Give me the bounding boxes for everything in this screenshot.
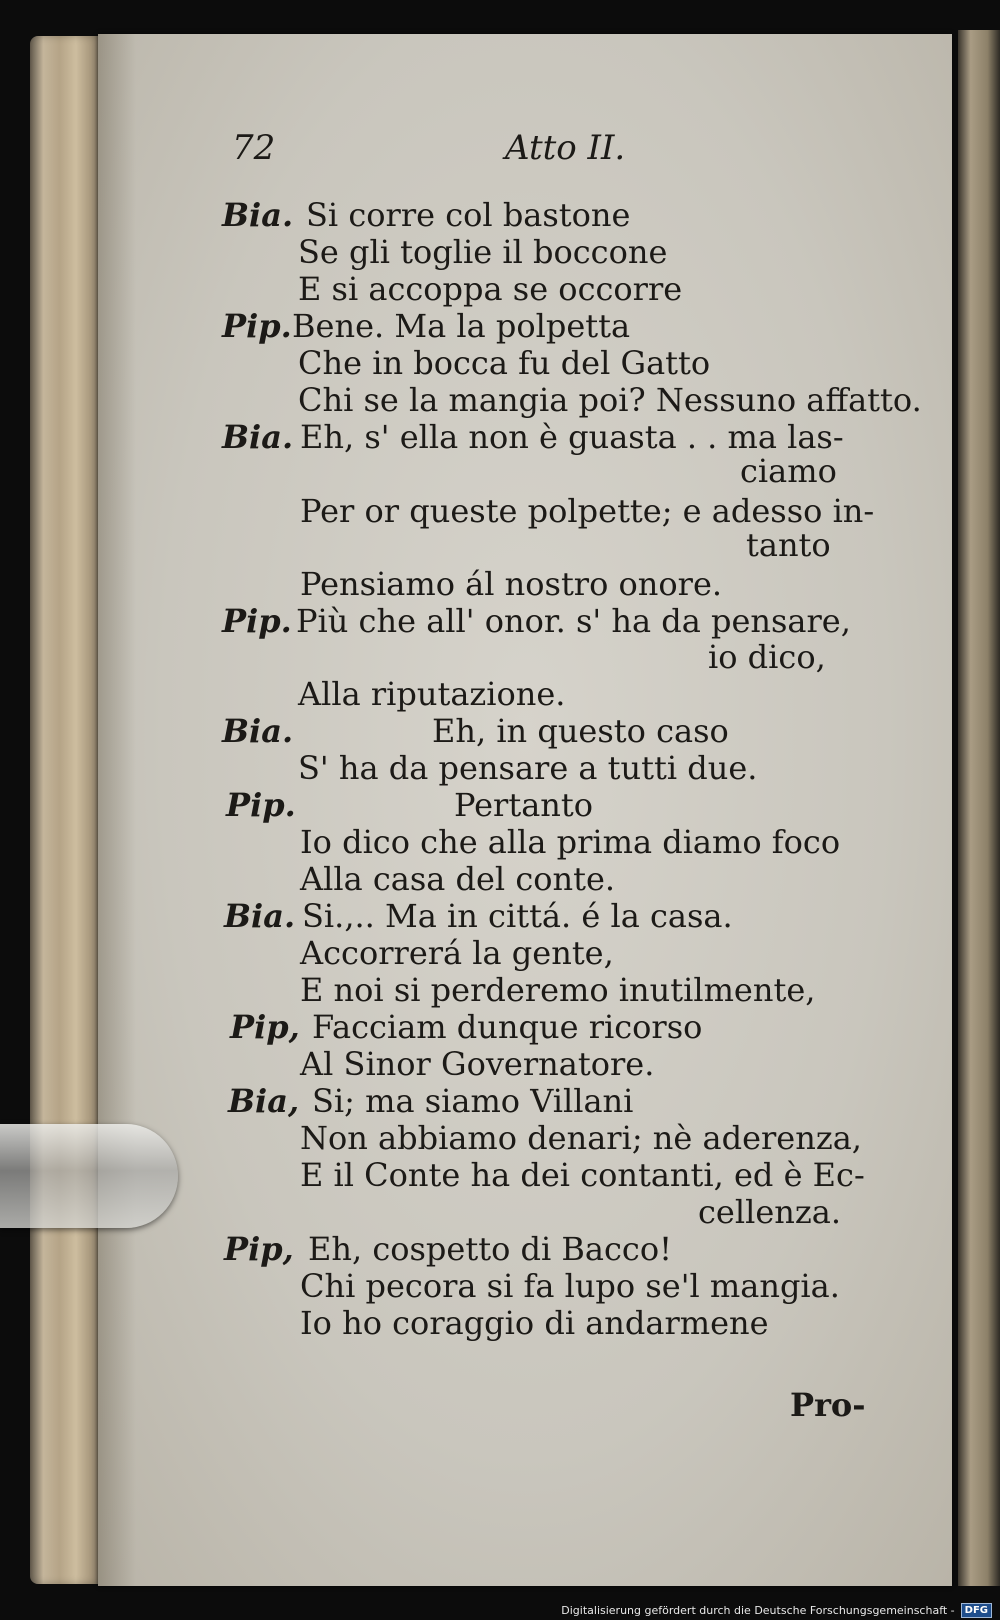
verse-line: Alla casa del conte.: [300, 860, 616, 898]
verse-line: Io dico che alla prima diamo foco: [300, 823, 841, 861]
speaker-label: Bia,: [228, 1082, 300, 1120]
speaker-label: Pip.: [222, 307, 292, 345]
verse-line: Io ho coraggio di andarmene: [300, 1304, 769, 1342]
speaker-label: Pip,: [230, 1008, 300, 1046]
page-number: 72: [232, 128, 276, 168]
verse-line: Eh, cospetto di Bacco!: [308, 1230, 672, 1268]
verse-line: Che in bocca fu del Gatto: [298, 344, 711, 382]
verse-line: E si accoppa se occorre: [298, 270, 683, 308]
verse-line: Per or queste polpette; e adesso in-: [300, 492, 875, 530]
speaker-label: Bia.: [222, 196, 294, 234]
verse-line: cellenza.: [698, 1193, 841, 1231]
verse-line: ciamo: [740, 452, 837, 490]
verse-line: Al Sinor Governatore.: [300, 1045, 655, 1083]
verse-line: E il Conte ha dei contanti, ed è Ec-: [300, 1156, 865, 1194]
speaker-label: Bia.: [222, 418, 294, 456]
speaker-label: Pip.: [226, 786, 296, 824]
verse-line: tanto: [746, 526, 831, 564]
verse-line: io dico,: [708, 638, 826, 676]
verse-line: Eh, s' ella non è guasta . . ma las-: [300, 418, 844, 456]
verse-line: Se gli toglie il boccone: [298, 233, 668, 271]
speaker-label: Pip,: [224, 1230, 294, 1268]
catchword: Pro-: [790, 1386, 866, 1424]
verse-line: Bene. Ma la polpetta: [292, 307, 631, 345]
verse-line: Si corre col bastone: [306, 196, 631, 234]
verse-line: Chi se la mangia poi? Nessuno affatto.: [298, 381, 922, 419]
verse-line: Non abbiamo denari; nè aderenza,: [300, 1119, 862, 1157]
verse-line: S' ha da pensare a tutti due.: [298, 749, 758, 787]
digitization-credit-text: Digitalisierung gefördert durch die Deutsche Forschungsgemeinschaft -: [561, 1604, 955, 1617]
verse-line: Pensiamo ál nostro onore.: [300, 565, 723, 603]
speaker-label: Bia.: [222, 712, 294, 750]
verse-line: Accorrerá la gente,: [300, 934, 614, 972]
speaker-label: Bia.: [224, 897, 296, 935]
verse-line: E noi si perderemo inutilmente,: [300, 971, 816, 1009]
verse-line: Pertanto: [454, 786, 593, 824]
page-holder-clip: [0, 1124, 178, 1228]
verse-line: Eh, in questo caso: [432, 712, 729, 750]
verse-line: Alla riputazione.: [298, 675, 566, 713]
dfg-logo: DFG: [961, 1603, 992, 1618]
verse-line: Facciam dunque ricorso: [312, 1008, 703, 1046]
verse-line: Si; ma siamo Villani: [312, 1082, 634, 1120]
digitization-credit: [561, 1603, 992, 1618]
running-head: Atto II.: [505, 128, 626, 168]
verse-line: Più che all' onor. s' ha da pensare,: [296, 602, 851, 640]
speaker-label: Pip.: [222, 602, 292, 640]
verse-line: Si.,.. Ma in cittá. é la casa.: [302, 897, 733, 935]
verse-line: Chi pecora si fa lupo se'l mangia.: [300, 1267, 840, 1305]
